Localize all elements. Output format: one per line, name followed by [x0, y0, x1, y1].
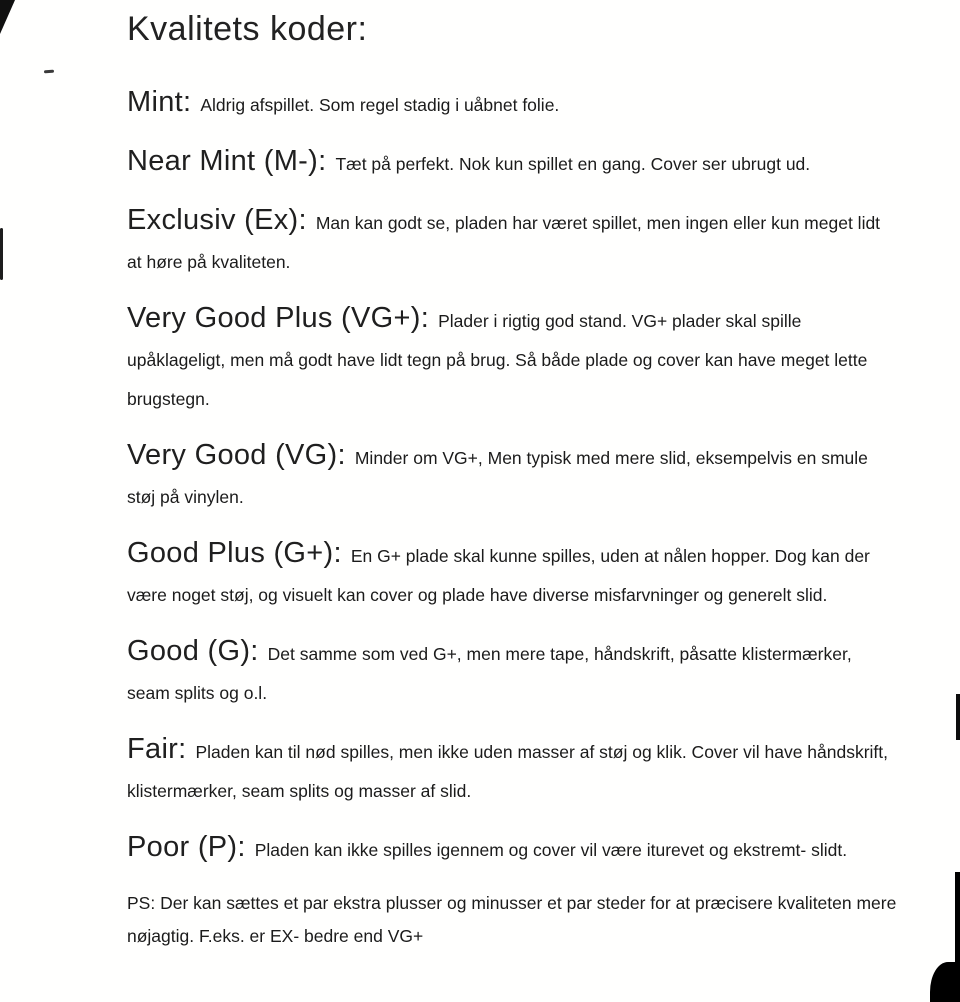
- grade-term: Very Good Plus (VG+):: [127, 302, 430, 334]
- grade-entry-very-good-plus: [127, 299, 897, 419]
- grade-term: Very Good (VG):: [127, 439, 346, 471]
- scan-artifact-top-left-corner: [0, 0, 15, 34]
- scan-artifact-left-edge-line: [0, 228, 3, 280]
- scan-artifact-left-dash: [44, 70, 54, 74]
- scan-artifact-right-edge-line: [956, 694, 960, 740]
- grade-term: Exclusiv (Ex):: [127, 204, 307, 236]
- grade-desc: Plader i rigtig god stand. VG+ plader skal spille upåklageligt, men må godt have lidt tegn på brug. Så både plade og cover kan have meget lette brugstegn.: [127, 311, 868, 409]
- grade-desc: Pladen kan til nød spilles, men ikke uden masser af støj og klik. Cover vil have håndskrift, klistermærker, seam splits og masser af slid.: [127, 742, 889, 801]
- grade-entry-good-plus: [127, 534, 897, 615]
- grade-term: Good Plus (G+):: [127, 537, 342, 569]
- grade-desc: Man kan godt se, pladen har været spillet, men ingen eller kun meget lidt at høre på kvaliteten.: [127, 213, 881, 272]
- grade-term: Near Mint (M-):: [127, 145, 327, 177]
- grade-entry-very-good: [127, 436, 897, 517]
- grade-term: Poor (P):: [127, 831, 246, 863]
- ps-note: PS: Der kan sættes et par ekstra plusser og minusser et par steder for at præcisere kvaliteten mere nøjagtig. F.eks. er EX- bedre end VG+: [127, 893, 897, 946]
- scan-artifact-bottom-right-blob: [930, 962, 960, 1002]
- grade-desc: Aldrig afspillet. Som regel stadig i uåbnet folie.: [200, 95, 560, 115]
- grade-desc: Pladen kan ikke spilles igennem og cover vil være iturevet og ekstremt- slidt.: [254, 840, 848, 860]
- grade-term: Mint:: [127, 86, 192, 118]
- grade-desc: Minder om VG+, Men typisk med mere slid, eksempelvis en smule støj på vinylen.: [127, 448, 868, 507]
- grade-entry-exclusiv: [127, 201, 897, 282]
- grade-entry-good: [127, 632, 897, 713]
- page-content: [127, 10, 897, 953]
- grade-entry-mint: [127, 83, 897, 125]
- grade-desc: Tæt på perfekt. Nok kun spillet en gang. Cover ser ubrugt ud.: [335, 154, 811, 174]
- grade-entry-near-mint: [127, 142, 897, 184]
- grade-term: Fair:: [127, 733, 187, 765]
- grade-entry-poor: [127, 828, 897, 870]
- grade-desc: En G+ plade skal kunne spilles, uden at nålen hopper. Dog kan der være noget støj, og visuelt kan cover og plade have diverse misfarvninger og generelt slid.: [127, 546, 870, 605]
- grade-desc: Det samme som ved G+, men mere tape, håndskrift, påsatte klistermærker, seam splits og o.l.: [127, 644, 852, 703]
- page-title: Kvalitets koder:: [127, 10, 368, 48]
- grade-entry-fair: [127, 730, 897, 811]
- grade-term: Good (G):: [127, 635, 259, 667]
